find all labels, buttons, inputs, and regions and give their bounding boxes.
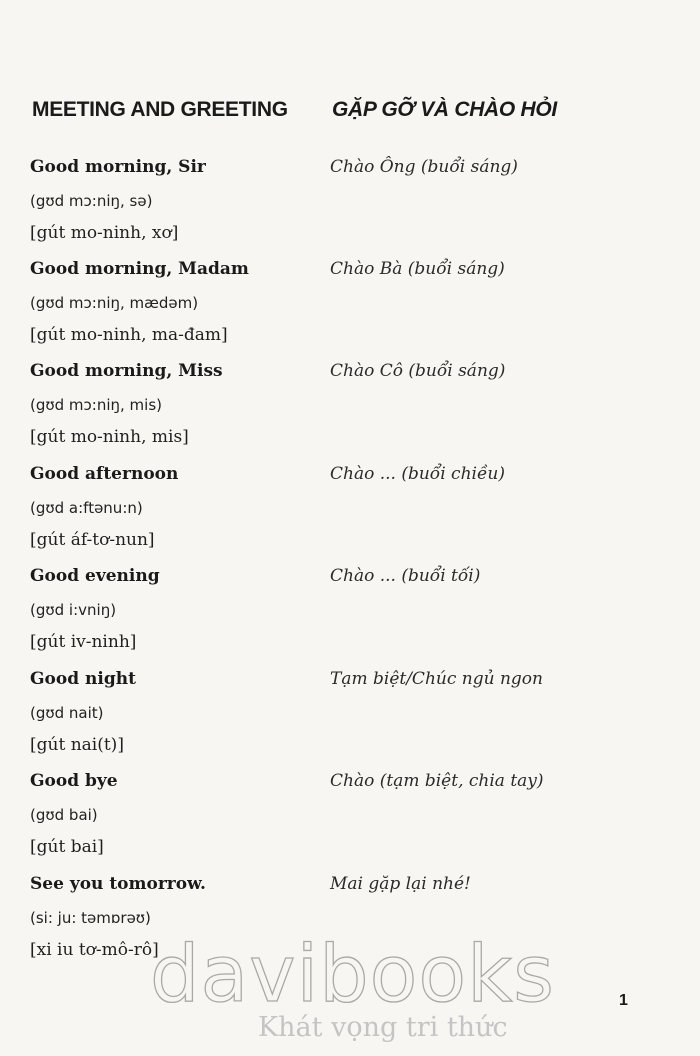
- english-phrase: Good evening: [30, 566, 160, 586]
- phrase-entry: [30, 669, 670, 760]
- vietnamese-pronunciation: [gút mo-ninh, ma-đam]: [30, 325, 228, 345]
- english-phrase: Good morning, Madam: [30, 259, 249, 279]
- page-number: 1: [619, 992, 628, 1009]
- watermark-tagline: Khát vọng tri thức: [258, 1012, 508, 1043]
- english-phrase: Good bye: [30, 771, 118, 791]
- vietnamese-translation: Chào Bà (buổi sáng): [330, 259, 505, 279]
- phrase-entry: [30, 157, 670, 248]
- ipa-transcription: (gʊd bai): [30, 806, 98, 824]
- vietnamese-translation: Chào Ông (buổi sáng): [330, 157, 518, 177]
- ipa-transcription: (si: ju: təmɒrəʊ): [30, 909, 151, 927]
- vietnamese-translation: Chào (tạm biệt, chia tay): [330, 771, 544, 791]
- ipa-transcription: (gʊd mɔ:niŋ, sə): [30, 192, 153, 210]
- english-phrase: Good night: [30, 669, 136, 689]
- vietnamese-pronunciation: [gút mo-ninh, mis]: [30, 427, 189, 447]
- english-phrase: Good morning, Sir: [30, 157, 206, 177]
- vietnamese-translation: Mai gặp lại nhé!: [330, 874, 471, 894]
- phrase-entry: [30, 464, 670, 555]
- ipa-transcription: (gʊd mɔ:niŋ, mædəm): [30, 294, 199, 312]
- vietnamese-pronunciation: [gút mo-ninh, xơ]: [30, 223, 179, 243]
- phrase-entry: [30, 566, 670, 657]
- vietnamese-translation: Chào Cô (buổi sáng): [330, 361, 506, 381]
- english-phrase: See you tomorrow.: [30, 874, 206, 894]
- vietnamese-translation: Chào ... (buổi chiều): [330, 464, 505, 484]
- phrase-entry: [30, 259, 670, 350]
- ipa-transcription: (gʊd mɔ:niŋ, mis): [30, 396, 162, 414]
- vietnamese-pronunciation: [gút nai(t)]: [30, 735, 124, 755]
- vietnamese-pronunciation: [gút bai]: [30, 837, 104, 857]
- vietnamese-pronunciation: [gút iv-ninh]: [30, 632, 137, 652]
- vietnamese-translation: Tạm biệt/Chúc ngủ ngon: [330, 669, 543, 689]
- ipa-transcription: (gʊd i:vniŋ): [30, 601, 117, 619]
- vietnamese-pronunciation: [xi iu tơ-mô-rô]: [30, 940, 159, 960]
- section-heading: [32, 98, 672, 122]
- watermark-logo: davibooks: [150, 930, 555, 1020]
- ipa-transcription: (gʊd nait): [30, 704, 104, 722]
- phrase-entry: [30, 771, 670, 862]
- english-phrase: Good morning, Miss: [30, 361, 223, 381]
- english-phrase: Good afternoon: [30, 464, 179, 484]
- ipa-transcription: (gʊd a:ftənu:n): [30, 499, 143, 517]
- vietnamese-translation: Chào ... (buổi tối): [330, 566, 481, 586]
- heading-vietnamese: GẶP GỠ VÀ CHÀO HỎI: [332, 98, 557, 121]
- heading-english: MEETING AND GREETING: [32, 98, 288, 121]
- vietnamese-pronunciation: [gút áf-tơ-nun]: [30, 530, 155, 550]
- phrase-entry: [30, 361, 670, 452]
